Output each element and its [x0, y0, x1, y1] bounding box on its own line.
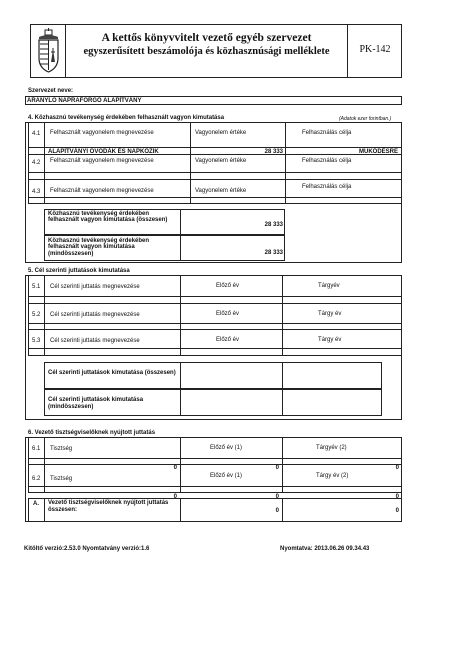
- row-4-1-col3-label: Felhasználás célja: [302, 130, 352, 136]
- section6-title: 6. Vezető tisztségviselőknek nyújtott juttatás: [28, 430, 156, 436]
- footer-version: Kitöltő verzió:2.53.0 Nyomtatvány verzió:1.6: [24, 546, 150, 552]
- row-4-2-num: 4.2: [32, 160, 41, 166]
- org-name: ARANYLÓ NAPRAFORGÓ ALAPÍTVÁNY: [27, 98, 142, 104]
- row-4-3-col1-label: Felhasznált vagyonelem megnevezése: [50, 188, 154, 194]
- row-5-3-col3-label: Tárgy év: [318, 337, 342, 343]
- section6-sum-num: A.: [33, 501, 39, 507]
- section6-sum-value2: 0: [395, 508, 399, 514]
- row-5-2-col3-label: Tárgy év: [318, 311, 342, 317]
- row-6-1-col1-label: Tisztség: [50, 446, 73, 452]
- section5-total1-label: Cél szerinti juttatások kimutatása (összesen): [48, 370, 176, 376]
- org-label: Szervezet neve:: [28, 88, 74, 94]
- section4-total1-label: Közhasznú tevékenység érdekében felhasznált vagyon kimutatása (összesen): [48, 211, 168, 224]
- row-4-3-col2-label: Vagyonelem értéke: [195, 188, 247, 194]
- row-5-3-col1-label: Cél szerinti juttatás megnevezése: [50, 338, 140, 344]
- row-5-1-num: 5.1: [32, 284, 41, 290]
- row-4-2-col2-label: Vagyonelem értéke: [195, 158, 247, 164]
- section4-total2-label: Közhasznú tevékenység érdekében felhasznált vagyon kimutatása (mindösszesen): [48, 238, 150, 257]
- section6-sum-label: Vezető tisztségviselőknek nyújtott juttatás összesen:: [48, 500, 169, 513]
- row-6-2-col1-label: Tisztség: [50, 476, 73, 482]
- row-4-2-col3-label: Felhasználás célja: [302, 158, 352, 164]
- row-6-2-value2: 0: [275, 494, 279, 500]
- row-6-1-col3-label: Tárgyév (2): [316, 445, 347, 451]
- row-4-1-col2-label: Vagyonelem értéke: [195, 130, 247, 136]
- row-6-1-value3: 0: [395, 465, 399, 471]
- row-5-2-col2-label: Előző év: [216, 311, 240, 317]
- row-6-2-col3-label: Tárgy év (2): [316, 473, 349, 479]
- footer-printed: Nyomtatva: 2013.06.26 09.34.43: [280, 546, 370, 552]
- row-4-1-num: 4.1: [32, 131, 41, 137]
- section4-total1-value: 28 333: [264, 222, 283, 228]
- row-5-1-col2-label: Előző év: [216, 283, 240, 289]
- row-6-2-value3: 0: [395, 494, 399, 500]
- row-5-3-num: 5.3: [32, 338, 41, 344]
- coat-of-arms-logo: [36, 28, 61, 74]
- row-4-1-name: ALAPÍTVÁNYI ÓVODÁK ÉS NAPKÖZIK: [48, 149, 159, 155]
- form-code: PK-142: [359, 44, 391, 55]
- row-6-1-value1: 0: [173, 465, 177, 471]
- row-5-3-col2-label: Előző év: [216, 337, 240, 343]
- section4-note: (Adatok ezer forintban.): [339, 116, 392, 122]
- row-6-2-value1: 0: [173, 494, 177, 500]
- row-6-2-col2-label: Előző év (1): [210, 473, 243, 479]
- row-5-1-col3-label: Tárgyév: [318, 283, 340, 289]
- row-5-2-col1-label: Cél szerinti juttatás megnevezése: [50, 312, 140, 318]
- row-6-1-value2: 0: [275, 465, 279, 471]
- row-4-3-col3-label: Felhasználás célja: [302, 184, 352, 190]
- section4-title: 4. Közhasznú tevékenység érdekében felhasznált vagyon kimutatása: [28, 115, 225, 121]
- row-6-2-num: 6.2: [32, 476, 41, 482]
- row-4-1-col1-label: Felhasznált vagyonelem megnevezése: [50, 130, 154, 136]
- row-5-1-col1-label: Cél szerinti juttatás megnevezése: [50, 284, 140, 290]
- row-6-1-col2-label: Előző év (1): [210, 445, 243, 451]
- row-4-3-num: 4.3: [32, 189, 41, 195]
- section4-total2-value: 28 333: [264, 250, 283, 256]
- form-title-line1: A kettős könyvvitelt vezető egyéb szervezet: [101, 32, 312, 44]
- section6-sum-value1: 0: [275, 508, 279, 514]
- row-4-1-value: 28 333: [264, 149, 283, 155]
- row-6-1-num: 6.1: [32, 446, 41, 452]
- section5-title: 5. Cél szerinti juttatások kimutatása: [28, 268, 130, 274]
- form-title-line2: egyszerűsített beszámolója és közhasznúsági melléklete: [83, 46, 330, 57]
- row-4-1-purpose: MŰKÖDÉSRE: [358, 149, 398, 155]
- section5-total2-label: Cél szerinti juttatások kimutatása (mindösszesen): [48, 397, 144, 410]
- row-5-2-num: 5.2: [32, 312, 41, 318]
- row-4-2-col1-label: Felhasznált vagyonelem megnevezése: [50, 158, 154, 164]
